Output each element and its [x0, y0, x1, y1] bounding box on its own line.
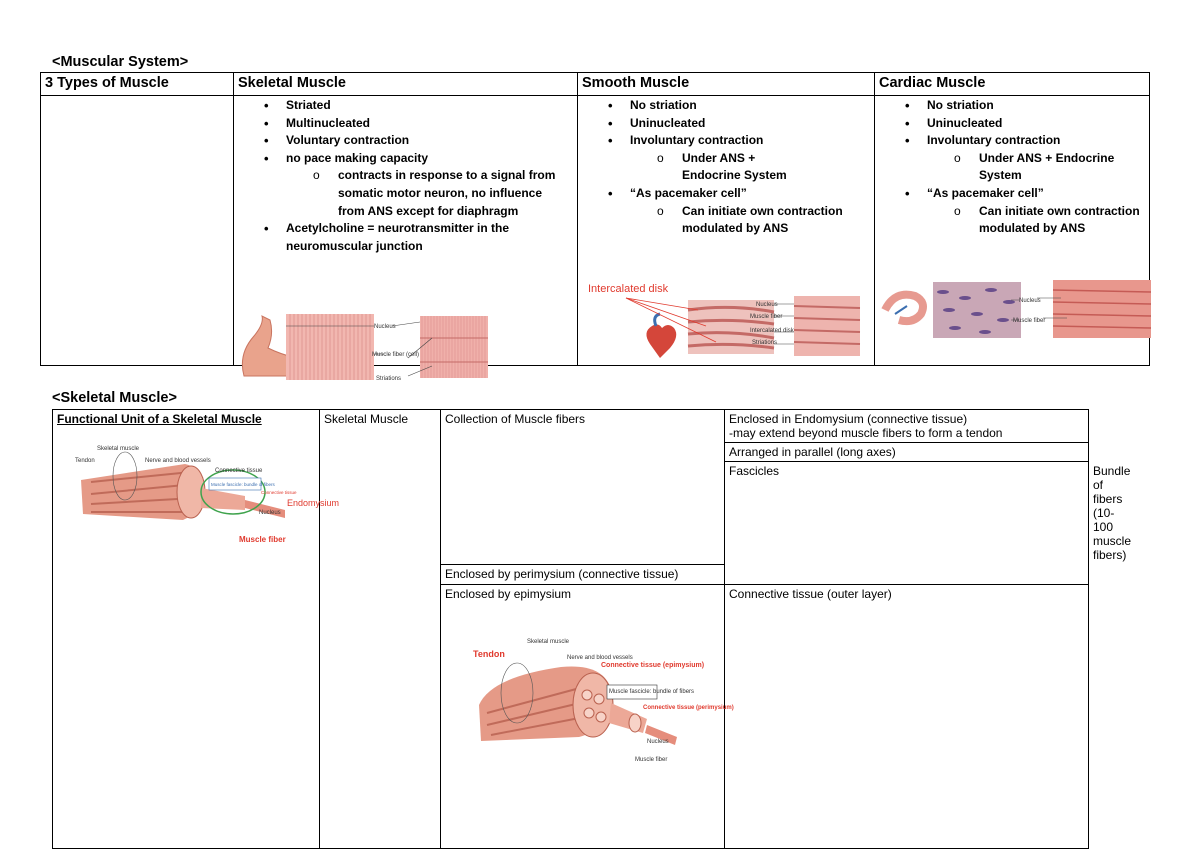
fig-label: Nucleus [259, 510, 281, 516]
list-item: • Acetylcholine = neurotransmitter in the neuromuscular junction [234, 220, 577, 255]
skeletal-muscle-label-cell: Skeletal Muscle [320, 410, 441, 849]
header-types: 3 Types of Muscle [41, 73, 234, 96]
fig-label: Nucleus [647, 739, 669, 745]
tissue-image-right [794, 296, 860, 356]
list-item: • Uninucleated [875, 115, 1149, 133]
fig-label: Muscle fascicle: bundle of fibers [609, 689, 695, 695]
list-item [578, 185, 874, 238]
fig-label: Nerve and blood vessels [567, 655, 633, 661]
list-item: • Uninucleated [578, 115, 874, 133]
skeletal-muscle-heading: <Skeletal Muscle> [52, 390, 177, 406]
list-item [234, 150, 577, 220]
epimysium-figure [471, 633, 734, 763]
epimysium-text: Enclosed by epimysium [445, 587, 572, 601]
list-item: • Striated [234, 97, 577, 115]
cardiac-muscle-figure [881, 280, 1151, 342]
fig-label: Skeletal muscle [527, 639, 570, 645]
fig-label: Tendon [75, 458, 95, 464]
fig-label: Muscle fiber [1013, 318, 1046, 324]
outer-layer-cell: Connective tissue (outer layer) [725, 585, 1089, 849]
fig-label: Muscle fiber [635, 757, 668, 763]
parallel-cell: Arranged in parallel (long axes) [725, 443, 1089, 462]
sub-item: o contracts in response to a signal from somatic motor neuron, no influence from ANS except for diaphragm [286, 167, 563, 220]
list-item: • Voluntary contraction [234, 132, 577, 150]
list-item: • No striation [875, 97, 1149, 115]
functional-unit-title: Functional Unit of a Skeletal Muscle [57, 412, 262, 426]
fig-label: Nucleus [756, 302, 778, 308]
header-cardiac: Cardiac Muscle [875, 73, 1150, 96]
fig-red-label: Intercalated disk [588, 283, 669, 295]
functional-unit-figure [75, 442, 340, 552]
header-skeletal: Skeletal Muscle [234, 73, 578, 96]
list-item-text: Involuntary contraction [630, 133, 764, 148]
endomysium-text: Enclosed in Endomysium (connective tissue) [729, 412, 968, 426]
tissue-image-right [1053, 280, 1151, 338]
types-body-cell [41, 96, 234, 366]
list-item-text: “As pacemaker cell” [630, 185, 747, 200]
fig-label: Connective tissue [215, 468, 263, 474]
striated-tissue-left [286, 314, 374, 380]
muscle-types-table [40, 72, 1150, 382]
fig-label: Muscle fiber (cell) [372, 352, 420, 358]
striated-tissue-right [420, 316, 488, 378]
smooth-muscle-figure [586, 282, 870, 366]
fig-label: Tendon [473, 649, 505, 659]
list-item [875, 132, 1149, 185]
fig-label: Skeletal muscle [97, 446, 140, 452]
fig-label: Endomysium [287, 498, 340, 508]
list-item [875, 185, 1149, 238]
skeletal-muscle-figure [234, 314, 496, 384]
intestine-icon [885, 295, 923, 322]
cardiac-cell [875, 96, 1150, 366]
smooth-cell [578, 96, 875, 366]
sub-item: o Can initiate own contraction modulated by ANS [630, 203, 854, 238]
sub-item: o Under ANS + Endocrine System [630, 150, 814, 185]
fig-label: Connective tissue (epimysium) [601, 662, 705, 669]
collection-cell: Collection of Muscle fibers [441, 410, 725, 565]
list-item-text: “As pacemaker cell” [927, 185, 1044, 200]
header-smooth: Smooth Muscle [578, 73, 875, 96]
list-item [578, 132, 874, 185]
fig-label: Muscle fiber [239, 535, 286, 544]
fig-label: Muscle fascicle: bundle of fibers [211, 482, 275, 487]
fig-label: Nerve and blood vessels [145, 458, 211, 464]
fig-label: Striations [376, 376, 402, 382]
fig-label: Connective tissue [261, 490, 297, 495]
list-item: • No striation [578, 97, 874, 115]
fascicles-cell: Fascicles [725, 462, 1089, 585]
fig-label: Striations [752, 340, 778, 346]
muscular-system-heading: <Muscular System> [52, 54, 189, 70]
sub-item: o Under ANS + Endocrine System [927, 150, 1139, 185]
functional-unit-cell [53, 410, 340, 849]
list-item-text: no pace making capacity [286, 150, 429, 165]
sub-item: o Can initiate own contraction modulated by ANS [927, 203, 1141, 238]
perimysium-cell: Enclosed by perimysium (connective tissue) [441, 565, 725, 585]
endomysium-cell [725, 410, 1089, 443]
skeletal-cell [234, 96, 578, 382]
fig-label: Intercalated disk [750, 328, 794, 334]
fig-label: Nucleus [374, 324, 396, 330]
list-item-text: Involuntary contraction [927, 133, 1061, 148]
fig-label: Muscle fiber [750, 314, 783, 320]
list-item: • Multinucleated [234, 115, 577, 133]
fig-label: Connective tissue (perimysium) [643, 705, 734, 711]
tendon-note-text: -may extend beyond muscle fibers to form a tendon [729, 426, 1003, 440]
fig-label: Nucleus [1019, 298, 1041, 304]
tissue-image-left [933, 282, 1021, 338]
skeletal-muscle-table: Functional Unit of a Skeletal Muscle Skeletal muscle Tendon Nerve and blood vessels Connective tissue Muscle fascicle: bundle of fibers Connective tissue Nucleus Endomysium Muscle fiber Skeletal Muscle Collection of Muscle fibers Enclosed in Endomysium (connective tissue) -may extend beyond muscle fibers to form a tendon Arranged in parallel (long axes) Fascicles Bundle of fibers (10-100 muscle fibers) Enclosed by perimysium (connective tissue) Enclosed by epimysium Skeletal muscle Tendon Nerve and blood vessels Connective tissue (epimysium) Muscle fascicle: bundle of fibers Connective tissue (perimysium) Nucleus Muscle fiber Connective tissue (outer layer) [52, 409, 1089, 849]
epimysium-cell [441, 585, 734, 849]
